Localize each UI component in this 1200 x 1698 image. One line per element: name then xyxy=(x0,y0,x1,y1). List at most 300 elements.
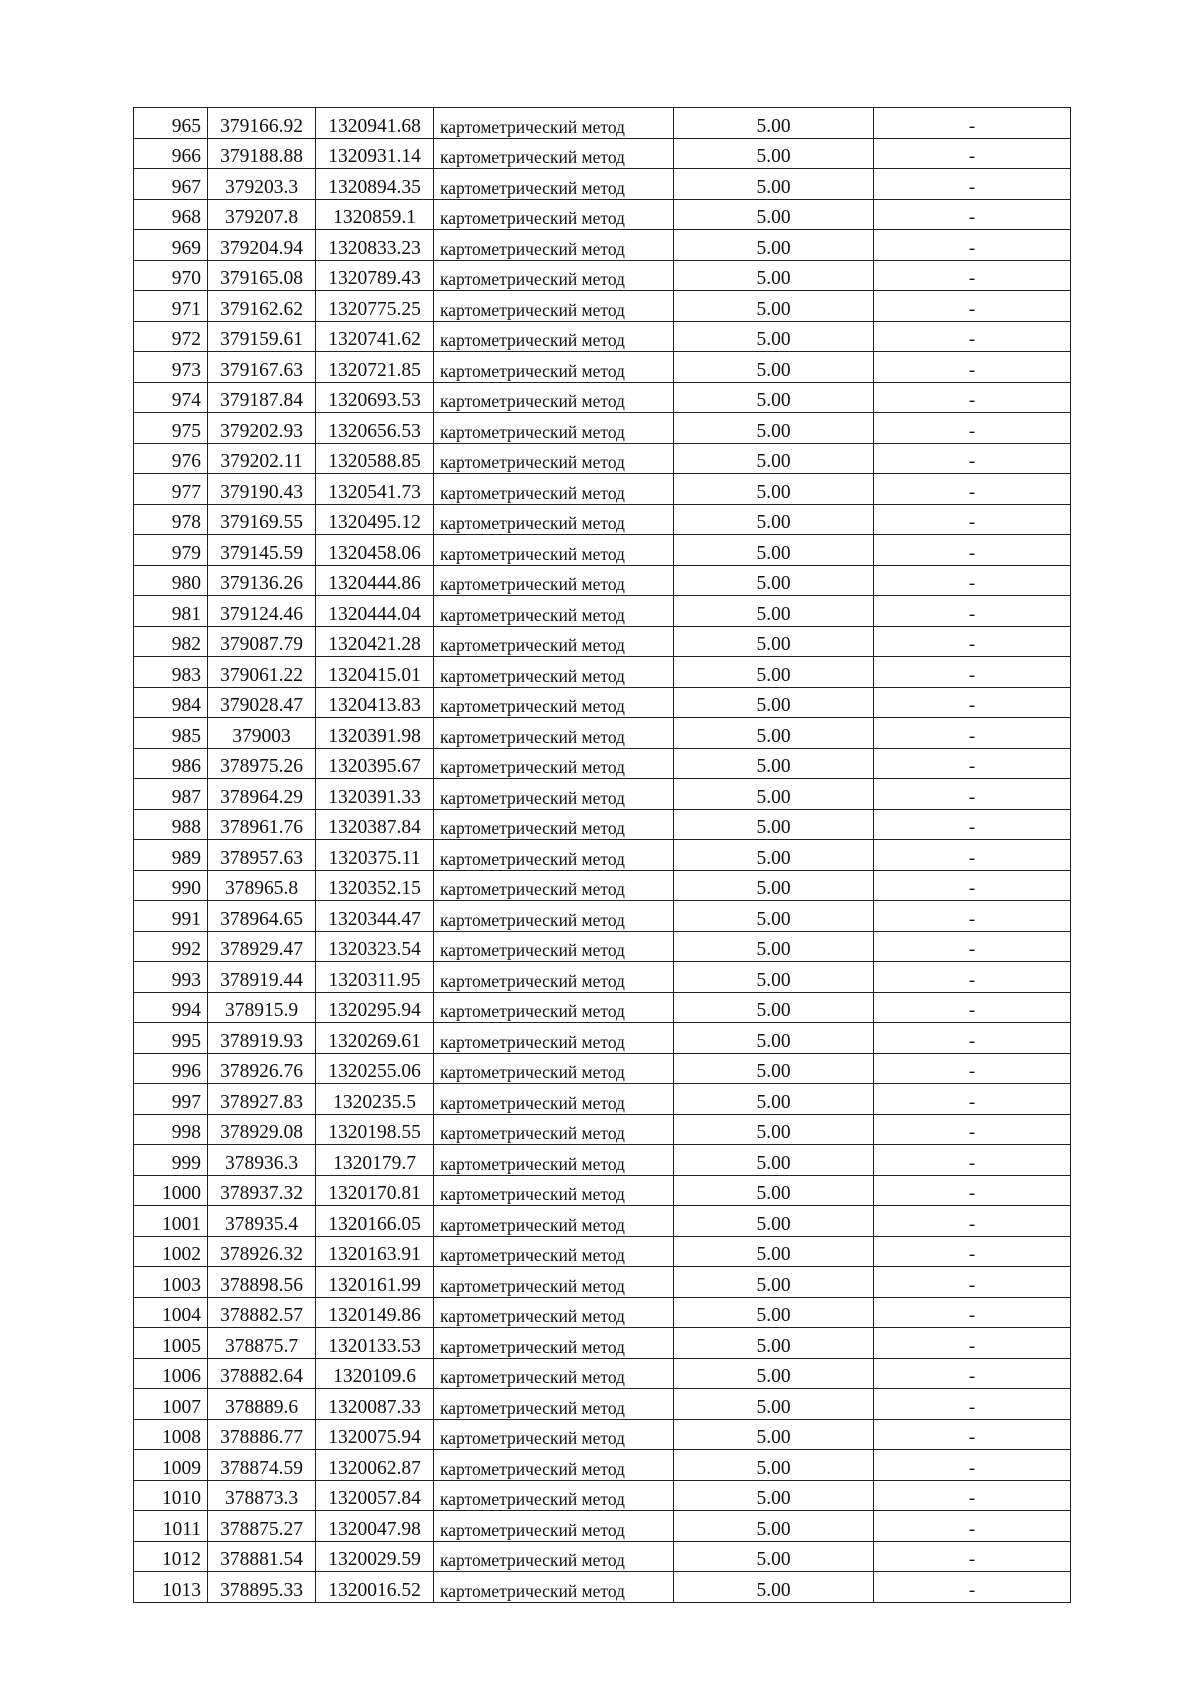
point-number-cell: 1000 xyxy=(134,1175,208,1206)
method-cell: картометрический метод xyxy=(434,779,674,810)
point-number-cell: 1006 xyxy=(134,1358,208,1389)
y-coordinate-cell: 1320693.53 xyxy=(316,382,434,413)
point-number-cell: 1002 xyxy=(134,1236,208,1267)
point-number-cell: 986 xyxy=(134,748,208,779)
method-cell: картометрический метод xyxy=(434,108,674,139)
x-coordinate-cell: 378882.64 xyxy=(208,1358,316,1389)
accuracy-cell: 5.00 xyxy=(674,260,874,291)
method-cell: картометрический метод xyxy=(434,1389,674,1420)
y-coordinate-cell: 1320931.14 xyxy=(316,138,434,169)
method-cell: картометрический метод xyxy=(434,626,674,657)
accuracy-cell: 5.00 xyxy=(674,687,874,718)
method-cell: картометрический метод xyxy=(434,504,674,535)
method-cell: картометрический метод xyxy=(434,352,674,383)
x-coordinate-cell: 378886.77 xyxy=(208,1419,316,1450)
method-cell: картометрический метод xyxy=(434,1175,674,1206)
table-row xyxy=(134,1206,1071,1237)
table-row xyxy=(134,1541,1071,1572)
method-cell: картометрический метод xyxy=(434,1419,674,1450)
table-row xyxy=(134,169,1071,200)
point-number-cell: 1009 xyxy=(134,1450,208,1481)
note-cell: - xyxy=(874,443,1071,474)
table-row xyxy=(134,474,1071,505)
point-number-cell: 978 xyxy=(134,504,208,535)
accuracy-cell: 5.00 xyxy=(674,138,874,169)
table-row xyxy=(134,840,1071,871)
table-row xyxy=(134,535,1071,566)
method-cell: картометрический метод xyxy=(434,901,674,932)
note-cell: - xyxy=(874,1206,1071,1237)
x-coordinate-cell: 378895.33 xyxy=(208,1572,316,1603)
point-number-cell: 982 xyxy=(134,626,208,657)
x-coordinate-cell: 378929.47 xyxy=(208,931,316,962)
x-coordinate-cell: 378889.6 xyxy=(208,1389,316,1420)
method-cell: картометрический метод xyxy=(434,1114,674,1145)
table-row xyxy=(134,382,1071,413)
y-coordinate-cell: 1320166.05 xyxy=(316,1206,434,1237)
x-coordinate-cell: 378915.9 xyxy=(208,992,316,1023)
method-cell: картометрический метод xyxy=(434,1023,674,1054)
method-cell: картометрический метод xyxy=(434,809,674,840)
note-cell: - xyxy=(874,382,1071,413)
note-cell: - xyxy=(874,1267,1071,1298)
x-coordinate-cell: 379136.26 xyxy=(208,565,316,596)
table-row xyxy=(134,504,1071,535)
note-cell: - xyxy=(874,1419,1071,1450)
table-row xyxy=(134,321,1071,352)
y-coordinate-cell: 1320859.1 xyxy=(316,199,434,230)
table-row xyxy=(134,931,1071,962)
accuracy-cell: 5.00 xyxy=(674,657,874,688)
accuracy-cell: 5.00 xyxy=(674,1450,874,1481)
y-coordinate-cell: 1320062.87 xyxy=(316,1450,434,1481)
y-coordinate-cell: 1320109.6 xyxy=(316,1358,434,1389)
note-cell: - xyxy=(874,626,1071,657)
y-coordinate-cell: 1320495.12 xyxy=(316,504,434,535)
y-coordinate-cell: 1320311.95 xyxy=(316,962,434,993)
y-coordinate-cell: 1320789.43 xyxy=(316,260,434,291)
note-cell: - xyxy=(874,748,1071,779)
x-coordinate-cell: 379087.79 xyxy=(208,626,316,657)
note-cell: - xyxy=(874,1358,1071,1389)
accuracy-cell: 5.00 xyxy=(674,565,874,596)
y-coordinate-cell: 1320016.52 xyxy=(316,1572,434,1603)
method-cell: картометрический метод xyxy=(434,992,674,1023)
accuracy-cell: 5.00 xyxy=(674,779,874,810)
y-coordinate-cell: 1320413.83 xyxy=(316,687,434,718)
note-cell: - xyxy=(874,931,1071,962)
x-coordinate-cell: 378935.4 xyxy=(208,1206,316,1237)
table-row xyxy=(134,1450,1071,1481)
method-cell: картометрический метод xyxy=(434,474,674,505)
x-coordinate-cell: 378926.32 xyxy=(208,1236,316,1267)
table-row xyxy=(134,1328,1071,1359)
y-coordinate-cell: 1320775.25 xyxy=(316,291,434,322)
table-row xyxy=(134,901,1071,932)
point-number-cell: 1007 xyxy=(134,1389,208,1420)
y-coordinate-cell: 1320057.84 xyxy=(316,1480,434,1511)
point-number-cell: 987 xyxy=(134,779,208,810)
accuracy-cell: 5.00 xyxy=(674,1511,874,1542)
x-coordinate-cell: 379124.46 xyxy=(208,596,316,627)
table-row xyxy=(134,1419,1071,1450)
method-cell: картометрический метод xyxy=(434,1297,674,1328)
note-cell: - xyxy=(874,1053,1071,1084)
x-coordinate-cell: 379204.94 xyxy=(208,230,316,261)
y-coordinate-cell: 1320387.84 xyxy=(316,809,434,840)
x-coordinate-cell: 378965.8 xyxy=(208,870,316,901)
table-row xyxy=(134,687,1071,718)
x-coordinate-cell: 378964.65 xyxy=(208,901,316,932)
point-number-cell: 995 xyxy=(134,1023,208,1054)
point-number-cell: 1005 xyxy=(134,1328,208,1359)
note-cell: - xyxy=(874,870,1071,901)
method-cell: картометрический метод xyxy=(434,1480,674,1511)
accuracy-cell: 5.00 xyxy=(674,901,874,932)
accuracy-cell: 5.00 xyxy=(674,840,874,871)
note-cell: - xyxy=(874,504,1071,535)
method-cell: картометрический метод xyxy=(434,291,674,322)
table-row xyxy=(134,1084,1071,1115)
accuracy-cell: 5.00 xyxy=(674,291,874,322)
point-number-cell: 979 xyxy=(134,535,208,566)
y-coordinate-cell: 1320588.85 xyxy=(316,443,434,474)
y-coordinate-cell: 1320375.11 xyxy=(316,840,434,871)
point-number-cell: 1013 xyxy=(134,1572,208,1603)
y-coordinate-cell: 1320235.5 xyxy=(316,1084,434,1115)
y-coordinate-cell: 1320391.98 xyxy=(316,718,434,749)
table-row xyxy=(134,626,1071,657)
note-cell: - xyxy=(874,1114,1071,1145)
accuracy-cell: 5.00 xyxy=(674,748,874,779)
point-number-cell: 983 xyxy=(134,657,208,688)
method-cell: картометрический метод xyxy=(434,169,674,200)
accuracy-cell: 5.00 xyxy=(674,1023,874,1054)
point-number-cell: 990 xyxy=(134,870,208,901)
note-cell: - xyxy=(874,413,1071,444)
x-coordinate-cell: 378898.56 xyxy=(208,1267,316,1298)
table-row xyxy=(134,565,1071,596)
y-coordinate-cell: 1320075.94 xyxy=(316,1419,434,1450)
point-number-cell: 1003 xyxy=(134,1267,208,1298)
y-coordinate-cell: 1320255.06 xyxy=(316,1053,434,1084)
point-number-cell: 989 xyxy=(134,840,208,871)
y-coordinate-cell: 1320656.53 xyxy=(316,413,434,444)
y-coordinate-cell: 1320133.53 xyxy=(316,1328,434,1359)
method-cell: картометрический метод xyxy=(434,443,674,474)
x-coordinate-cell: 378873.3 xyxy=(208,1480,316,1511)
x-coordinate-cell: 379003 xyxy=(208,718,316,749)
table-row xyxy=(134,992,1071,1023)
accuracy-cell: 5.00 xyxy=(674,992,874,1023)
x-coordinate-cell: 378936.3 xyxy=(208,1145,316,1176)
note-cell: - xyxy=(874,321,1071,352)
method-cell: картометрический метод xyxy=(434,382,674,413)
accuracy-cell: 5.00 xyxy=(674,596,874,627)
method-cell: картометрический метод xyxy=(434,1450,674,1481)
point-number-cell: 1011 xyxy=(134,1511,208,1542)
point-number-cell: 969 xyxy=(134,230,208,261)
x-coordinate-cell: 378957.63 xyxy=(208,840,316,871)
method-cell: картометрический метод xyxy=(434,535,674,566)
accuracy-cell: 5.00 xyxy=(674,169,874,200)
x-coordinate-cell: 378875.7 xyxy=(208,1328,316,1359)
y-coordinate-cell: 1320163.91 xyxy=(316,1236,434,1267)
method-cell: картометрический метод xyxy=(434,870,674,901)
method-cell: картометрический метод xyxy=(434,260,674,291)
accuracy-cell: 5.00 xyxy=(674,870,874,901)
y-coordinate-cell: 1320269.61 xyxy=(316,1023,434,1054)
table-row xyxy=(134,1572,1071,1603)
table-row xyxy=(134,962,1071,993)
point-number-cell: 991 xyxy=(134,901,208,932)
accuracy-cell: 5.00 xyxy=(674,504,874,535)
y-coordinate-cell: 1320087.33 xyxy=(316,1389,434,1420)
y-coordinate-cell: 1320170.81 xyxy=(316,1175,434,1206)
y-coordinate-cell: 1320161.99 xyxy=(316,1267,434,1298)
table-row xyxy=(134,291,1071,322)
note-cell: - xyxy=(874,1236,1071,1267)
note-cell: - xyxy=(874,230,1071,261)
x-coordinate-cell: 379202.11 xyxy=(208,443,316,474)
method-cell: картометрический метод xyxy=(434,718,674,749)
x-coordinate-cell: 379167.63 xyxy=(208,352,316,383)
table-row xyxy=(134,1114,1071,1145)
method-cell: картометрический метод xyxy=(434,962,674,993)
note-cell: - xyxy=(874,1328,1071,1359)
accuracy-cell: 5.00 xyxy=(674,1084,874,1115)
point-number-cell: 972 xyxy=(134,321,208,352)
note-cell: - xyxy=(874,1145,1071,1176)
method-cell: картометрический метод xyxy=(434,1145,674,1176)
y-coordinate-cell: 1320894.35 xyxy=(316,169,434,200)
note-cell: - xyxy=(874,565,1071,596)
accuracy-cell: 5.00 xyxy=(674,1175,874,1206)
y-coordinate-cell: 1320541.73 xyxy=(316,474,434,505)
point-number-cell: 984 xyxy=(134,687,208,718)
y-coordinate-cell: 1320721.85 xyxy=(316,352,434,383)
note-cell: - xyxy=(874,291,1071,322)
y-coordinate-cell: 1320421.28 xyxy=(316,626,434,657)
note-cell: - xyxy=(874,352,1071,383)
y-coordinate-cell: 1320395.67 xyxy=(316,748,434,779)
method-cell: картометрический метод xyxy=(434,1267,674,1298)
accuracy-cell: 5.00 xyxy=(674,809,874,840)
note-cell: - xyxy=(874,962,1071,993)
accuracy-cell: 5.00 xyxy=(674,1358,874,1389)
y-coordinate-cell: 1320179.7 xyxy=(316,1145,434,1176)
accuracy-cell: 5.00 xyxy=(674,321,874,352)
note-cell: - xyxy=(874,809,1071,840)
y-coordinate-cell: 1320391.33 xyxy=(316,779,434,810)
table-row xyxy=(134,138,1071,169)
x-coordinate-cell: 378929.08 xyxy=(208,1114,316,1145)
method-cell: картометрический метод xyxy=(434,321,674,352)
accuracy-cell: 5.00 xyxy=(674,535,874,566)
y-coordinate-cell: 1320295.94 xyxy=(316,992,434,1023)
point-number-cell: 967 xyxy=(134,169,208,200)
x-coordinate-cell: 379162.62 xyxy=(208,291,316,322)
x-coordinate-cell: 379190.43 xyxy=(208,474,316,505)
x-coordinate-cell: 378881.54 xyxy=(208,1541,316,1572)
method-cell: картометрический метод xyxy=(434,230,674,261)
point-number-cell: 980 xyxy=(134,565,208,596)
point-number-cell: 975 xyxy=(134,413,208,444)
note-cell: - xyxy=(874,657,1071,688)
note-cell: - xyxy=(874,1175,1071,1206)
y-coordinate-cell: 1320415.01 xyxy=(316,657,434,688)
x-coordinate-cell: 378927.83 xyxy=(208,1084,316,1115)
point-number-cell: 993 xyxy=(134,962,208,993)
y-coordinate-cell: 1320444.04 xyxy=(316,596,434,627)
y-coordinate-cell: 1320323.54 xyxy=(316,931,434,962)
x-coordinate-cell: 378975.26 xyxy=(208,748,316,779)
table-row xyxy=(134,1297,1071,1328)
table-row xyxy=(134,1267,1071,1298)
accuracy-cell: 5.00 xyxy=(674,1053,874,1084)
point-number-cell: 977 xyxy=(134,474,208,505)
method-cell: картометрический метод xyxy=(434,1328,674,1359)
table-row xyxy=(134,748,1071,779)
point-number-cell: 1001 xyxy=(134,1206,208,1237)
note-cell: - xyxy=(874,1297,1071,1328)
note-cell: - xyxy=(874,474,1071,505)
note-cell: - xyxy=(874,535,1071,566)
note-cell: - xyxy=(874,1389,1071,1420)
x-coordinate-cell: 379061.22 xyxy=(208,657,316,688)
y-coordinate-cell: 1320458.06 xyxy=(316,535,434,566)
method-cell: картометрический метод xyxy=(434,1572,674,1603)
point-number-cell: 996 xyxy=(134,1053,208,1084)
note-cell: - xyxy=(874,901,1071,932)
point-number-cell: 970 xyxy=(134,260,208,291)
x-coordinate-cell: 379165.08 xyxy=(208,260,316,291)
point-number-cell: 985 xyxy=(134,718,208,749)
table-row xyxy=(134,352,1071,383)
table-row xyxy=(134,1358,1071,1389)
note-cell: - xyxy=(874,992,1071,1023)
note-cell: - xyxy=(874,1511,1071,1542)
accuracy-cell: 5.00 xyxy=(674,382,874,413)
table-row xyxy=(134,779,1071,810)
table-row xyxy=(134,718,1071,749)
x-coordinate-cell: 379159.61 xyxy=(208,321,316,352)
note-cell: - xyxy=(874,1541,1071,1572)
note-cell: - xyxy=(874,718,1071,749)
y-coordinate-cell: 1320444.86 xyxy=(316,565,434,596)
point-number-cell: 968 xyxy=(134,199,208,230)
accuracy-cell: 5.00 xyxy=(674,1236,874,1267)
accuracy-cell: 5.00 xyxy=(674,474,874,505)
table-row xyxy=(134,1511,1071,1542)
accuracy-cell: 5.00 xyxy=(674,1297,874,1328)
table-row xyxy=(134,1236,1071,1267)
point-number-cell: 966 xyxy=(134,138,208,169)
accuracy-cell: 5.00 xyxy=(674,931,874,962)
accuracy-cell: 5.00 xyxy=(674,962,874,993)
y-coordinate-cell: 1320198.55 xyxy=(316,1114,434,1145)
table-row xyxy=(134,1480,1071,1511)
table-row xyxy=(134,1145,1071,1176)
x-coordinate-cell: 379203.3 xyxy=(208,169,316,200)
accuracy-cell: 5.00 xyxy=(674,1541,874,1572)
method-cell: картометрический метод xyxy=(434,596,674,627)
point-number-cell: 999 xyxy=(134,1145,208,1176)
x-coordinate-cell: 378937.32 xyxy=(208,1175,316,1206)
point-number-cell: 1004 xyxy=(134,1297,208,1328)
x-coordinate-cell: 378919.93 xyxy=(208,1023,316,1054)
point-number-cell: 976 xyxy=(134,443,208,474)
method-cell: картометрический метод xyxy=(434,1511,674,1542)
method-cell: картометрический метод xyxy=(434,1053,674,1084)
table-row xyxy=(134,1023,1071,1054)
method-cell: картометрический метод xyxy=(434,1084,674,1115)
x-coordinate-cell: 378964.29 xyxy=(208,779,316,810)
note-cell: - xyxy=(874,260,1071,291)
method-cell: картометрический метод xyxy=(434,840,674,871)
table-row xyxy=(134,443,1071,474)
method-cell: картометрический метод xyxy=(434,1358,674,1389)
y-coordinate-cell: 1320941.68 xyxy=(316,108,434,139)
note-cell: - xyxy=(874,1480,1071,1511)
note-cell: - xyxy=(874,138,1071,169)
coordinates-table-body xyxy=(134,108,1071,1603)
method-cell: картометрический метод xyxy=(434,1236,674,1267)
coordinates-table xyxy=(133,107,1071,1603)
point-number-cell: 988 xyxy=(134,809,208,840)
point-number-cell: 974 xyxy=(134,382,208,413)
x-coordinate-cell: 379202.93 xyxy=(208,413,316,444)
y-coordinate-cell: 1320149.86 xyxy=(316,1297,434,1328)
note-cell: - xyxy=(874,108,1071,139)
note-cell: - xyxy=(874,1450,1071,1481)
x-coordinate-cell: 379145.59 xyxy=(208,535,316,566)
table-row xyxy=(134,260,1071,291)
note-cell: - xyxy=(874,779,1071,810)
accuracy-cell: 5.00 xyxy=(674,230,874,261)
table-row xyxy=(134,657,1071,688)
table-row xyxy=(134,596,1071,627)
point-number-cell: 973 xyxy=(134,352,208,383)
note-cell: - xyxy=(874,1572,1071,1603)
table-row xyxy=(134,230,1071,261)
y-coordinate-cell: 1320344.47 xyxy=(316,901,434,932)
point-number-cell: 1010 xyxy=(134,1480,208,1511)
note-cell: - xyxy=(874,687,1071,718)
accuracy-cell: 5.00 xyxy=(674,1114,874,1145)
table-row xyxy=(134,1389,1071,1420)
x-coordinate-cell: 378874.59 xyxy=(208,1450,316,1481)
table-row xyxy=(134,1175,1071,1206)
note-cell: - xyxy=(874,1084,1071,1115)
method-cell: картометрический метод xyxy=(434,687,674,718)
x-coordinate-cell: 379207.8 xyxy=(208,199,316,230)
y-coordinate-cell: 1320741.62 xyxy=(316,321,434,352)
x-coordinate-cell: 378875.27 xyxy=(208,1511,316,1542)
x-coordinate-cell: 378882.57 xyxy=(208,1297,316,1328)
table-row xyxy=(134,809,1071,840)
accuracy-cell: 5.00 xyxy=(674,443,874,474)
method-cell: картометрический метод xyxy=(434,413,674,444)
point-number-cell: 997 xyxy=(134,1084,208,1115)
point-number-cell: 1008 xyxy=(134,1419,208,1450)
method-cell: картометрический метод xyxy=(434,565,674,596)
note-cell: - xyxy=(874,199,1071,230)
accuracy-cell: 5.00 xyxy=(674,108,874,139)
x-coordinate-cell: 378926.76 xyxy=(208,1053,316,1084)
method-cell: картометрический метод xyxy=(434,931,674,962)
accuracy-cell: 5.00 xyxy=(674,1419,874,1450)
